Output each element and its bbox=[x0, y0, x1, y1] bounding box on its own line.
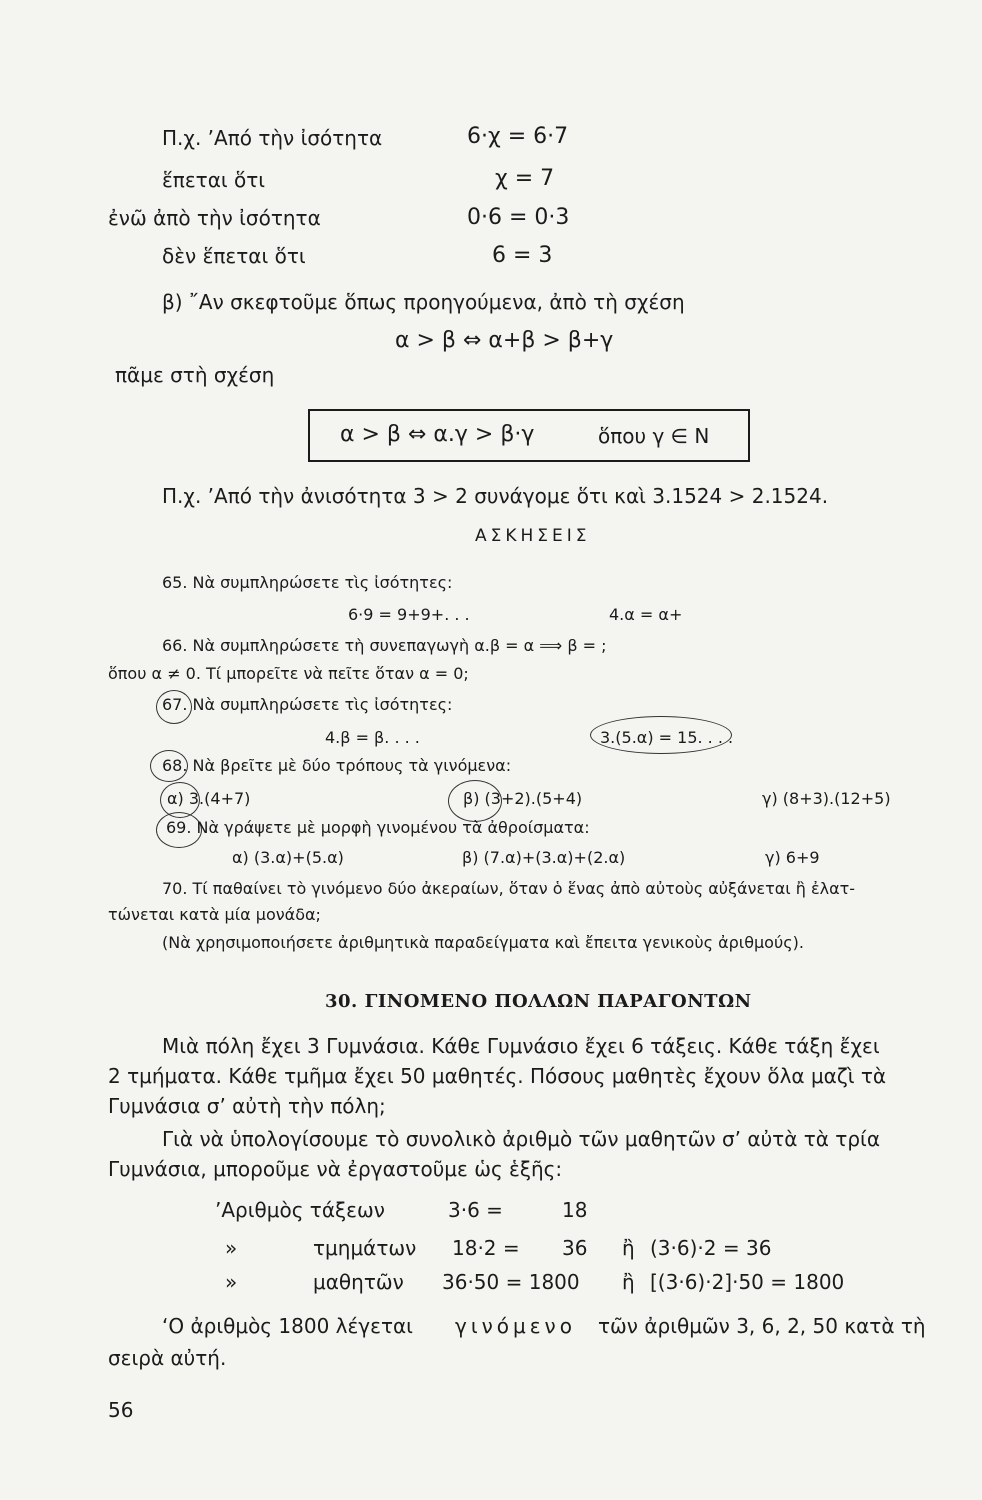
inequality-example: Π.χ. ’Από τὴν ἀνισότητα 3 > 2 συνάγομε ὅτι καὶ 3.1524 > 2.1524. bbox=[162, 484, 829, 508]
exercise-70-line-3: (Νὰ χρησιμοποιήσετε ἀριθμητικὰ παραδείγματα καὶ ἔπειτα γενικοὺς ἀριθμούς). bbox=[162, 933, 804, 952]
or-word: ἢ bbox=[622, 1236, 635, 1260]
page-number: 56 bbox=[108, 1398, 134, 1422]
boxed-relation: α > β ⇔ α.γ > β·γ bbox=[340, 422, 535, 447]
exercise-68-a: α) 3.(4+7) bbox=[167, 789, 251, 808]
paragraph-line: Γυμνάσια, μποροῦμε νὰ ἐργαστοῦμε ὡς ἑξῆς: bbox=[108, 1157, 563, 1181]
exercise-68-c: γ) (8+3).(12+5) bbox=[762, 789, 891, 808]
example-label-3: ἐνῶ ἀπὸ τὴν ἰσότητα bbox=[108, 206, 321, 230]
exercise-69: 69. Νὰ γράψετε μὲ μορφὴ γινομένου τὰ ἀθροίσματα: bbox=[166, 818, 590, 837]
section-heading: 30. ΓΙΝΟΜΕΝΟ ΠΟΛΛΩΝ ΠΑΡΑΓΟΝΤΩΝ bbox=[325, 991, 752, 1012]
exercise-70-line-1: 70. Τί παθαίνει τὸ γινόμενο δύο ἀκεραίων, ὅταν ὁ ἕνας ἀπὸ αὐτοὺς αὐξάνεται ἢ ἐλατ- bbox=[162, 879, 856, 898]
equation-2: χ = 7 bbox=[495, 166, 555, 191]
row-calc: 36·50 = 1800 bbox=[442, 1270, 580, 1294]
exercise-65-a: 6·9 = 9+9+. . . bbox=[348, 605, 470, 624]
exercise-70-line-2: τώνεται κατὰ μία μονάδα; bbox=[108, 905, 321, 924]
conclusion-line-2: σειρὰ αὐτή. bbox=[108, 1346, 227, 1370]
equation-1: 6·χ = 6·7 bbox=[467, 124, 569, 149]
ditto-mark: » bbox=[225, 1270, 238, 1294]
row-alternative: (3·6)·2 = 36 bbox=[650, 1236, 772, 1260]
paragraph-line: Γυμνάσια σ’ αὐτὴ τὴν πόλη; bbox=[108, 1094, 386, 1118]
exercise-67-a: 4.β = β. . . . bbox=[325, 728, 420, 747]
exercises-heading: ΑΣΚΗΣΕΙΣ bbox=[475, 526, 591, 546]
equation-3: 0·6 = 0·3 bbox=[467, 205, 570, 230]
exercise-68: 68. Νὰ βρεῖτε μὲ δύο τρόπους τὰ γινόμενα: bbox=[162, 756, 512, 775]
exercise-69-b: β) (7.α)+(3.α)+(2.α) bbox=[462, 848, 626, 867]
row-alternative: [(3·6)·2]·50 = 1800 bbox=[650, 1270, 845, 1294]
relation: α > β ⇔ α+β > β+γ bbox=[395, 328, 614, 353]
exercise-69-c: γ) 6+9 bbox=[765, 848, 820, 867]
conclusion-start: ‘Ο ἀριθμὸς 1800 λέγεται bbox=[162, 1314, 413, 1338]
equation-4: 6 = 3 bbox=[492, 243, 553, 268]
or-word: ἢ bbox=[622, 1270, 635, 1294]
row-label: τμημάτων bbox=[313, 1236, 417, 1260]
conclusion-end: τῶν ἀριθμῶν 3, 6, 2, 50 κατὰ τὴ bbox=[598, 1314, 926, 1338]
example-label-2: ἕπεται ὅτι bbox=[162, 168, 266, 192]
ditto-mark: » bbox=[225, 1236, 238, 1260]
exercise-66-line-2: ὅπου α ≠ 0. Τί μπορεῖτε νὰ πεῖτε ὅταν α = 0; bbox=[108, 664, 469, 683]
exercise-65: 65. Νὰ συμπληρώσετε τὶς ἰσότητες: bbox=[162, 573, 453, 592]
exercise-65-b: 4.α = α+ bbox=[609, 605, 683, 624]
boxed-where: ὅπου γ ∈ Ν bbox=[598, 424, 710, 448]
exercise-66-line-1: 66. Νὰ συμπληρώσετε τὴ συνεπαγωγὴ α.β = α ⟹ β = ; bbox=[162, 636, 607, 655]
paragraph-line: Γιὰ νὰ ὑπολογίσουμε τὸ συνολικὸ ἀριθμὸ τῶν μαθητῶν σ’ αὐτὰ τὰ τρία bbox=[162, 1127, 880, 1151]
row-calc: 18·2 = bbox=[452, 1236, 520, 1260]
paragraph-line: 2 τμήματα. Κάθε τμῆμα ἔχει 50 μαθητές. Πόσους μαθητὲς ἔχουν ὅλα μαζὶ τὰ bbox=[108, 1064, 887, 1088]
exercise-67-b: 3.(5.α) = 15. . . . bbox=[600, 728, 734, 747]
part-b-intro: β) ῎Αν σκεφτοῦμε ὅπως προηγούμενα, ἀπὸ τὴ σχέση bbox=[162, 290, 685, 314]
row-label: μαθητῶν bbox=[313, 1270, 404, 1294]
example-label-4: δὲν ἕπεται ὅτι bbox=[162, 244, 306, 268]
paragraph-line: Μιὰ πόλη ἔχει 3 Γυμνάσια. Κάθε Γυμνάσιο ἔχει 6 τάξεις. Κάθε τάξη ἔχει bbox=[162, 1034, 880, 1058]
conclusion-term: γινόμενο bbox=[455, 1314, 576, 1338]
row-label: ’Αριθμὸς τάξεων bbox=[215, 1198, 385, 1222]
row-calc: 3·6 = bbox=[448, 1198, 503, 1222]
exercise-68-b: β) (3+2).(5+4) bbox=[463, 789, 583, 808]
example-label-1: Π.χ. ’Από τὴν ἰσότητα bbox=[162, 126, 383, 150]
goto-text: πᾶμε στὴ σχέση bbox=[115, 363, 275, 387]
exercise-69-a: α) (3.α)+(5.α) bbox=[232, 848, 344, 867]
exercise-67: 67. Νὰ συμπληρώσετε τὶς ἰσότητες: bbox=[162, 695, 453, 714]
row-result: 36 bbox=[562, 1236, 588, 1260]
row-result: 18 bbox=[562, 1198, 588, 1222]
